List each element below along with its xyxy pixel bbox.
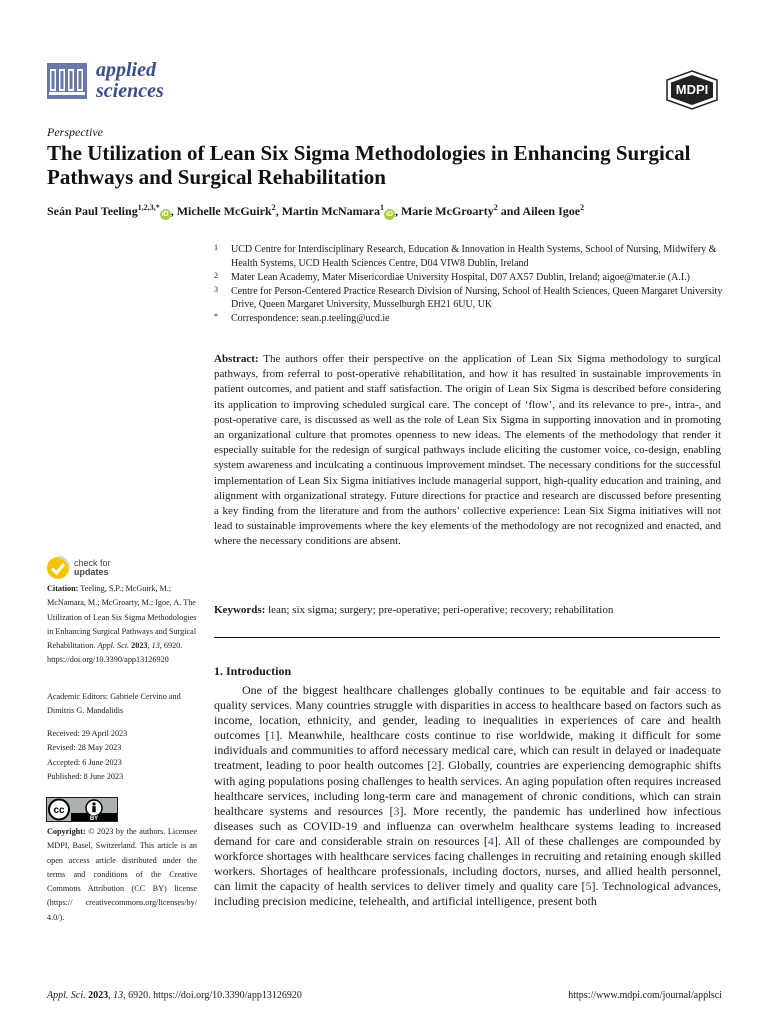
journal-logo [47, 60, 164, 102]
copyright-notice [47, 825, 197, 925]
keywords [214, 603, 721, 618]
citation-text: Teeling, S.P.; McGuirk, M.; McNamara, M.; McGroarty, M.; Igoe, A. The Utilization of Lean Six Sigma Methodologies in Enhancing Surgical Pathways and Surgical Rehabilitation. [47, 584, 197, 651]
publisher-logo [666, 70, 718, 115]
affiliation-text: UCD Centre for Interdisciplinary Research, Education & Innovation in Health Systems, School of Nursing, Midwifery & Health Systems, UCD Health Sciences Centre, D04 VIW8 Dublin, Ireland [231, 244, 717, 269]
author-affiliation-marker: 1 [379, 203, 384, 212]
editors-label: Academic Editors: [47, 692, 109, 701]
journal-name-line1: applied [96, 59, 156, 81]
author-separator: , [394, 204, 401, 218]
check-for-updates-badge[interactable] [46, 556, 111, 580]
cc-by-icon [47, 798, 117, 821]
author-separator: , [170, 204, 177, 218]
author-affiliation-marker: 2 [493, 203, 498, 212]
section-divider [214, 637, 720, 638]
citation-journal: Appl. Sci. [97, 641, 130, 651]
introduction-paragraph [214, 683, 721, 909]
section-heading-introduction: 1. Introduction [214, 664, 292, 678]
date-accepted: Accepted: 6 June 2023 [47, 757, 122, 767]
journal-name [96, 60, 164, 102]
paragraph-text: ]. All of these challenges are compounded by workforce shortages with healthcare services facing challenges in recruiting and retaining enough skilled workers. Shortages of healthcare professionals, including doctors, nurses, and allied health personnel, can limit the capacity of health services to deliver timely and quality care [ [214, 833, 721, 894]
citation-volume: 13 [151, 641, 160, 651]
cc-by-label: BY [89, 816, 99, 821]
editors-names: Gabriele Cervino and Dimitris G. Mandalidis [47, 692, 181, 716]
author-name: Michelle McGuirk [176, 204, 272, 218]
citation-label: Citation: [47, 584, 79, 593]
affiliation-item [214, 312, 734, 326]
abstract [214, 352, 721, 550]
check-updates-line1: check for [74, 558, 111, 568]
affiliation-text: Centre for Person-Centered Practice Research Division of Nursing, School of Health Sciences, Queen Margaret University Drive, Queen Margaret University, Musselburgh EH21 6UU, UK [231, 285, 723, 310]
paragraph-text: ]. More recently, the pandemic has underlined how infectious diseases such as COVID-19 and influenza can overwhelm healthcare systems leading to increased demand for care and considerable strain on resources [ [214, 803, 721, 848]
footer-citation: Appl. Sci. 2023, 13, 6920. https://doi.org/10.3390/app13126920 [47, 990, 302, 1001]
paragraph-text: ]. Technological advances, including precision medicine, telehealth, and artificial intelligence, present both [214, 879, 721, 909]
journal-emblem-icon [47, 63, 87, 99]
affiliation-item [214, 271, 734, 285]
affiliation-text: Correspondence: sean.p.teeling@ucd.ie [231, 313, 390, 324]
affiliations [214, 243, 734, 326]
footer-year: 2023 [88, 990, 109, 1001]
orcid-icon[interactable]: iD [385, 211, 393, 218]
reference-link[interactable]: 2 [431, 758, 438, 773]
publisher-name: MDPI [675, 82, 709, 97]
author-separator: , [275, 204, 282, 218]
affiliation-number: 1 [214, 243, 218, 252]
paragraph-text: ]. Meanwhile, healthcare costs continue to rise worldwide, making it difficult for some individuals and communities to afford necessary medical care, which can result in delayed or inadequate treatment, leading to poor health outcomes [ [214, 728, 721, 773]
publication-dates [47, 727, 197, 784]
author-name: Marie McGroarty [400, 204, 494, 218]
journal-name-line2: sciences [96, 80, 164, 102]
check-updates-label [74, 559, 111, 577]
author-affiliation-marker: 2 [271, 203, 276, 212]
check-updates-icon [46, 556, 70, 580]
cc-by-license-badge[interactable] [46, 797, 118, 822]
author-list [47, 203, 737, 220]
author-name: Martin McNamara [281, 204, 380, 218]
affiliation-item [214, 243, 734, 270]
article-type: Perspective [47, 125, 103, 139]
citation-rest: , 6920. https://doi.org/10.3390/app13126920 [47, 641, 183, 665]
affiliation-item [214, 285, 734, 312]
footer-journal-url[interactable]: https://www.mdpi.com/journal/applsci [568, 990, 722, 1001]
reference-link[interactable]: 3 [393, 803, 400, 818]
author-separator: and [497, 204, 523, 218]
footer-journal: Appl. Sci. [47, 990, 86, 1001]
paragraph-text: ]. Globally, countries are experiencing demographic shifts with aging populations posing challenges to health services. An aging population often requires increased healthcare services, including long-term care and management of chronic conditions, which can strain healthcare systems and resources [ [214, 758, 721, 818]
affiliation-text: Mater Lean Academy, Mater Misericordiae University Hospital, D07 AX57 Dublin, Ireland; aigoe@mater.ie (A.I.) [231, 271, 690, 283]
copyright-label: Copyright: [47, 827, 86, 836]
author-name: Aileen Igoe [522, 204, 581, 218]
reference-link[interactable]: 5 [585, 879, 592, 894]
academic-editors [47, 690, 197, 719]
affiliation-number: * [214, 312, 218, 321]
footer-volume: 13 [113, 990, 124, 1001]
date-published: Published: 8 June 2023 [47, 771, 124, 781]
author-name: Seán Paul Teeling [47, 204, 138, 218]
affiliation-number: 3 [214, 284, 218, 294]
keywords-label: Keywords: [214, 604, 266, 616]
abstract-text: The authors offer their perspective on the application of Lean Six Sigma methodology to surgical pathways, from referral to post-operative rehabilitation, and how it has resulted in sustainable improvements in patient outcomes, and patient and staff satisfaction. The origin of Lean Six Sigma is described before considering its application to improving scheduled surgical care. The concept of ‘flow’, and its relevance to pre-, intra-, and post-operative care, is discussed as well as the role of Lean Six Sigma in supporting innovation and in promoting an organizational culture that promotes openness to new ideas. The elements of the methodology that render it especially suitable for the redesign of surgical pathways include eliciting the customer voice, co-design, enabling system awareness and inculcating a continuous improvement mindset. The necessary conditions for the successful implementation of Lean Six Sigma initiatives include managerial support, high-quality education and training, and alignment with organizational strategy. Future directions for practice and research are discussed before presenting a key finding from the literature and from the authors’ collective experience: Lean Six Sigma initiatives will not lead to sustainable improvements where the key elements of the methodology are not recognized and enacted, and where the necessary conditions are absent. [214, 353, 721, 548]
footer-doi: , 6920. https://doi.org/10.3390/app13126920 [123, 990, 302, 1001]
abstract-label: Abstract: [214, 353, 259, 365]
citation-year: 2023 [131, 641, 148, 651]
check-updates-line2: updates [74, 567, 109, 577]
cc-icon-label: cc [53, 805, 65, 816]
reference-link[interactable]: 1 [269, 728, 276, 743]
date-received: Received: 29 April 2023 [47, 729, 128, 738]
reference-link[interactable]: 4 [487, 833, 494, 848]
article-title: The Utilization of Lean Six Sigma Methodologies in Enhancing Surgical Pathways and Surgical Rehabilitation [47, 141, 691, 189]
affiliation-number: 2 [214, 270, 218, 280]
date-revised: Revised: 28 May 2023 [47, 743, 122, 753]
author-affiliation-marker: 2 [580, 203, 585, 212]
citation-block: Citation: Teeling, S.P.; McGuirk, M.; McNamara, M.; McGroarty, M.; Igoe, A. The Utilization of Lean Six Sigma Methodologies in Enhancing Surgical Pathways and Surgical Rehabilitation. Appl. Sci. 2023, 13, 6920. https://doi.org/10.3390/app13126920 [47, 584, 197, 665]
orcid-icon[interactable]: iD [161, 211, 169, 218]
copyright-text: © 2023 by the authors. Licensee MDPI, Basel, Switzerland. This article is an open access article distributed under the terms and conditions of the Creative Commons Attribution (CC BY) license (https:// creativecommons.org/licenses/by/ 4.0/). [47, 827, 198, 922]
keywords-text: lean; six sigma; surgery; pre-operative; peri-operative; recovery; rehabilitation [268, 604, 614, 616]
paragraph-text: One of the biggest healthcare challenges globally continues to be equitable and fair access to quality services. Many countries struggle with disparities in access to healthcare based on factors such as income, location, ethnicity, and gender, leading to inequalities in experiences of care and health outcomes [ [214, 683, 721, 743]
author-affiliation-marker: 1,2,3,* [137, 203, 160, 212]
